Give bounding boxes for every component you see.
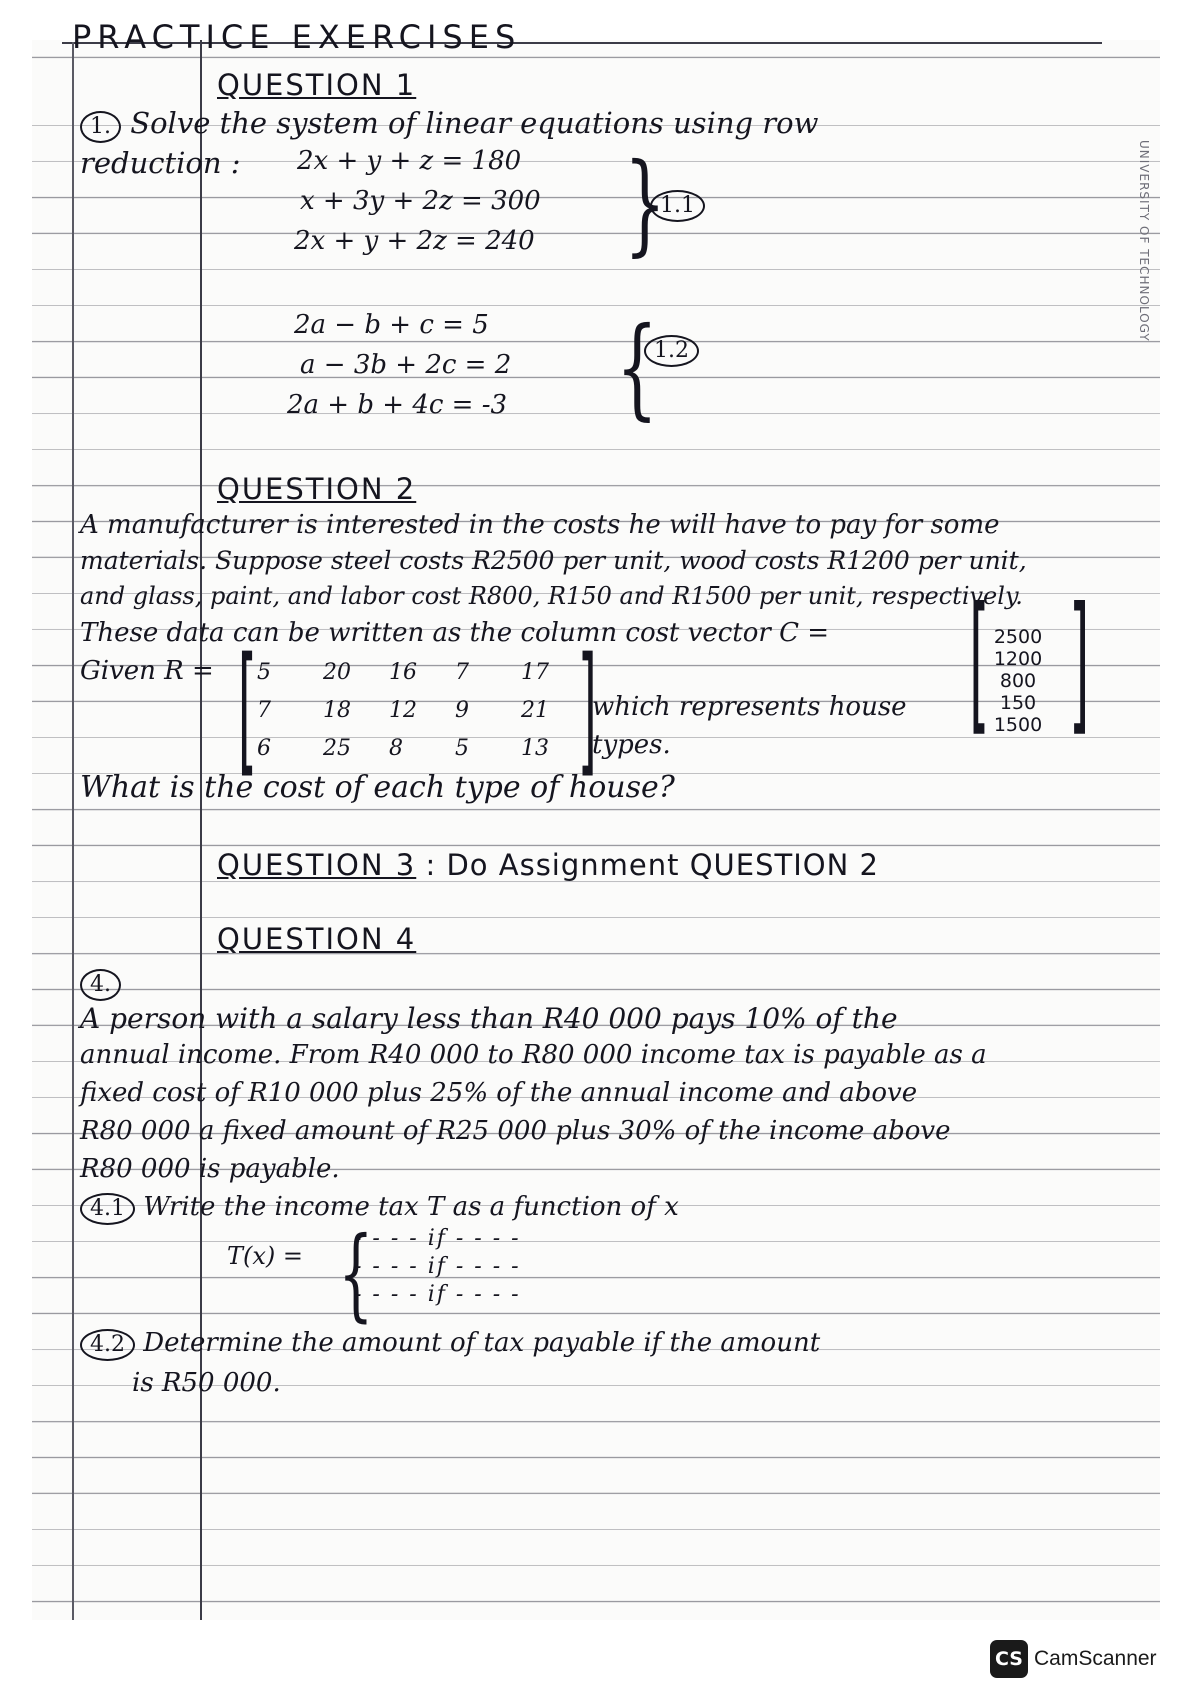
q4-line-3: fixed cost of R10 000 plus 25% of the annual income and above	[80, 1078, 918, 1108]
matrix-r-cell: 12	[389, 698, 417, 723]
matrix-r-cell: 9	[455, 698, 469, 723]
q4-heading: QUESTION 4	[217, 922, 417, 956]
q3-heading: QUESTION 3	[217, 848, 417, 882]
q4-sub1-text: Write the income tax T as a function of x	[143, 1192, 679, 1222]
q3-text: : Do Assignment QUESTION 2	[425, 848, 879, 882]
q1-part1-label	[650, 185, 705, 222]
vector-c-left-bracket: [	[969, 576, 990, 750]
q2-question: What is the cost of each type of house?	[80, 770, 675, 805]
q2-line-4: These data can be written as the column cost vector C =	[80, 618, 830, 648]
q3-line	[217, 848, 879, 882]
q1-part1-brace: }	[624, 139, 666, 267]
matrix-r-cell: 7	[257, 698, 271, 723]
piecewise-row: - - - - if - - - -	[354, 1282, 521, 1307]
q4-sub1-label: 4.1	[80, 1193, 135, 1225]
q2-given-label: Given R =	[80, 656, 214, 686]
q1-eq-2: x + 3y + 2z = 300	[300, 186, 541, 216]
matrix-r-cell: 20	[323, 660, 351, 685]
piecewise-lhs: T(x) =	[227, 1242, 304, 1270]
piecewise-brace: {	[338, 1215, 374, 1332]
q4-sub2-label: 4.2	[80, 1329, 135, 1361]
vector-c	[984, 626, 1052, 736]
q1-part2-label	[644, 330, 699, 367]
matrix-r-cell: 7	[455, 660, 469, 685]
matrix-r-row	[257, 698, 587, 723]
q1-eq-6: 2a + b + 4c = -3	[287, 390, 508, 420]
matrix-r-cell: 6	[257, 736, 271, 761]
matrix-r-cell: 16	[389, 660, 417, 685]
q4-sub1	[80, 1192, 679, 1225]
matrix-r-row	[257, 660, 587, 685]
matrix-r-cell: 17	[521, 660, 549, 685]
q2-represents-1: which represents house	[592, 692, 907, 722]
q4-sub2-line2: is R50 000.	[132, 1368, 281, 1398]
camscanner-brand: CamScanner	[1034, 1647, 1157, 1670]
matrix-r-left-bracket: [	[237, 628, 257, 791]
q4-line-4: R80 000 a fixed amount of R25 000 plus 30% of the income above	[80, 1116, 951, 1146]
q2-line-1: A manufacturer is interested in the costs he will have to pay for some	[80, 510, 1000, 540]
q2-line-3: and glass, paint, and labor cost R800, R150 and R1500 per unit, respectively.	[80, 582, 1023, 610]
vector-c-entry: 150	[999, 692, 1037, 714]
matrix-r-cell: 21	[521, 698, 549, 723]
piecewise-row: - - - - if - - - -	[354, 1254, 521, 1279]
q1-part2-brace: {	[616, 303, 658, 431]
q4-sub2	[80, 1328, 820, 1361]
q4-marker-circle: 4.	[80, 969, 121, 1001]
q2-line-2: materials. Suppose steel costs R2500 per unit, wood costs R1200 per unit,	[80, 546, 1027, 575]
q1-part1-marker: 1.	[80, 111, 121, 143]
q1-part2-label-circle: 1.2	[644, 335, 699, 367]
q1-heading: QUESTION 1	[217, 68, 417, 102]
vector-c-right-bracket: ]	[1069, 576, 1090, 750]
camscanner-logo-icon: CS	[990, 1640, 1028, 1678]
matrix-r-cell: 8	[389, 736, 403, 761]
matrix-r-right-bracket: ]	[577, 628, 597, 791]
piecewise-row: - - - - if - - - -	[354, 1226, 521, 1251]
q1-intro-1	[80, 106, 818, 143]
vector-c-entry: 1200	[993, 648, 1043, 670]
q4-line-1: A person with a salary less than R40 000 pays 10% of the	[80, 1002, 898, 1035]
vector-c-entry: 2500	[993, 626, 1043, 648]
notebook-page	[32, 18, 1160, 1620]
q4-sub2-text: Determine the amount of tax payable if the amount	[143, 1328, 821, 1358]
q1-eq-4: 2a − b + c = 5	[294, 310, 489, 340]
matrix-r-cell: 5	[257, 660, 271, 685]
q2-heading: QUESTION 2	[217, 472, 417, 506]
matrix-r-cell: 25	[323, 736, 351, 761]
matrix-r-cell: 18	[323, 698, 351, 723]
side-print: UNIVERSITY OF TECHNOLOGY	[1137, 140, 1151, 342]
q1-intro-text: Solve the system of linear equations using row	[130, 106, 819, 140]
q4-line-5: R80 000 is payable.	[80, 1154, 340, 1184]
camscanner-watermark	[990, 1640, 1157, 1678]
vector-c-entry: 1500	[993, 714, 1043, 736]
page-title: PRACTICE EXERCISES	[72, 18, 522, 56]
q1-part1-label-circle: 1.1	[650, 190, 705, 222]
matrix-r-cell: 13	[521, 736, 549, 761]
q2-represents-2: types.	[592, 730, 671, 760]
q4-line-2: annual income. From R40 000 to R80 000 income tax is payable as a	[80, 1040, 987, 1070]
q1-eq-5: a − 3b + 2c = 2	[300, 350, 512, 380]
left-border-line	[72, 42, 74, 1620]
q1-eq-1: 2x + y + z = 180	[297, 146, 522, 176]
q1-eq-3: 2x + y + 2z = 240	[294, 226, 535, 256]
matrix-r-cell: 5	[455, 736, 469, 761]
q1-intro-2: reduction :	[80, 146, 241, 180]
q4-marker	[80, 964, 121, 1001]
vector-c-entry: 800	[999, 670, 1037, 692]
matrix-r-row	[257, 736, 587, 761]
